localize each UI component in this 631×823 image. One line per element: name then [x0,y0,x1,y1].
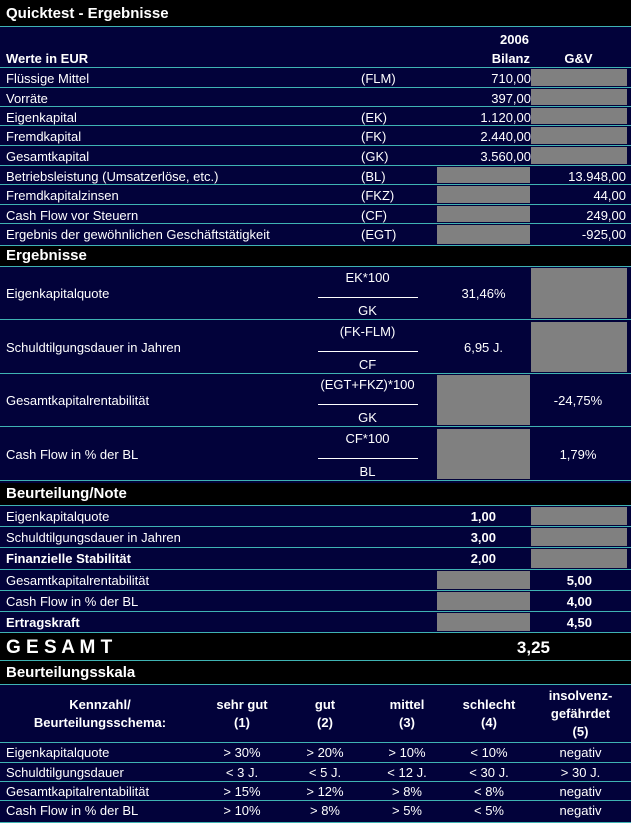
werte-row-name: Cash Flow vor Steuern [6,208,139,223]
werte-row-abbr: (FLM) [361,71,396,86]
beurteilung-row-name: Ertragskraft [6,615,80,630]
skala-row-value: > 5% [392,803,422,818]
werte-row-name: Gesamtkapital [6,149,90,164]
skala-header [0,661,631,685]
ergebnisse-row [0,428,631,481]
skala-head-l1: mittel [389,697,425,712]
ergebnisse-row-guv: 1,79% [559,447,597,462]
skala-row-value: > 8% [310,803,340,818]
skala-row [0,743,631,763]
bilanz-empty-cell [437,592,530,610]
skala-row [0,763,631,782]
skala-head-l1: insolvenz- [548,688,613,703]
ergebnisse-row [0,321,631,374]
beurteilung-header [0,483,631,506]
skala-row-value: < 3 J. [225,765,259,780]
beurteilung-row-bilanz: 2,00 [470,551,496,566]
werte-row [0,205,631,224]
gesamt-label: G E S A M T [6,637,113,658]
werte-row [0,88,631,107]
beurteilung-row-guv: 5,00 [566,573,592,588]
beurteilung-row [0,506,631,527]
skala-row-value: > 30% [223,745,261,760]
skala-row-value: < 5% [474,803,504,818]
werte-label: Werte in EUR [6,51,89,66]
werte-row [0,166,631,185]
ergebnisse-row-bilanz: 31,46% [461,286,506,301]
skala-row-value: < 12 J. [387,765,427,780]
guv-empty-cell [531,268,627,318]
werte-row-name: Fremdkapitalzinsen [6,188,119,203]
skala-head-row [0,685,631,743]
skala-head-col0-l2: Beurteilungsschema: [33,715,167,730]
bilanz-empty-cell [437,375,530,425]
werte-row-bilanz: 397,00 [491,91,531,106]
skala-row-value: > 8% [392,784,422,799]
guv-empty-cell [531,69,627,86]
formula-numerator: EK*100 [345,270,390,285]
beurteilung-row-name: Cash Flow in % der BL [6,594,139,609]
werte-row-bilanz: 2.440,00 [480,129,531,144]
werte-row-guv: 44,00 [593,188,626,203]
beurteilung-row [0,591,631,612]
skala-head-l1: schlecht [462,697,516,712]
formula-divider [318,297,418,298]
beurteilung-row [0,612,631,633]
ergebnisse-row-name: Gesamtkapitalrentabilität [6,393,150,408]
guv-empty-cell [531,322,627,372]
ergebnisse-row [0,374,631,427]
ergebnisse-row-bilanz: 6,95 J. [463,340,504,355]
skala-head-l2: (3) [399,715,415,730]
skala-row [0,782,631,801]
skala-row-name: Gesamtkapitalrentabilität [6,784,150,799]
skala-head-l2: gefährdet [550,706,611,721]
skala-head-l2: (4) [481,715,497,730]
skala-head-l1: sehr gut [216,697,268,712]
beurteilung-row-name: Gesamtkapitalrentabilität [6,573,150,588]
formula-divider [318,351,418,352]
ergebnisse-row-guv: -24,75% [553,393,603,408]
beurteilung-row-bilanz: 1,00 [470,509,496,524]
ergebnisse-header [0,246,631,267]
guv-empty-cell [531,89,627,105]
werte-row-name: Fremdkapital [6,129,82,144]
ergebnisse-row [0,267,631,320]
title-bar [0,0,631,27]
skala-row-name: Cash Flow in % der BL [6,803,139,818]
guv-empty-cell [531,507,627,525]
formula-numerator: (FK-FLM) [339,324,396,339]
beurteilung-row-name: Eigenkapitalquote [6,509,110,524]
skala-title: Beurteilungsskala [6,664,136,681]
werte-row-abbr: (EGT) [361,227,397,242]
beurteilung-title: Beurteilung/Note [6,485,127,502]
skala-row-value: negativ [559,784,602,799]
ergebnisse-row-name: Cash Flow in % der BL [6,447,139,462]
beurteilung-row-name: Finanzielle Stabilität [6,551,131,566]
werte-row-bilanz: 710,00 [491,71,531,86]
beurteilung-row-guv: 4,00 [566,594,592,609]
bilanz-empty-cell [437,186,530,203]
col-bilanz-header: Bilanz [491,51,530,66]
skala-head-l1: gut [314,697,336,712]
guv-empty-cell [531,528,627,546]
formula-denominator: CF [358,357,377,372]
beurteilung-row-guv: 4,50 [566,615,592,630]
beurteilung-row [0,527,631,548]
gesamt-value: 3,25 [516,638,550,657]
skala-row [0,801,631,823]
beurteilung-row [0,548,631,570]
beurteilung-row [0,570,631,591]
skala-row-value: < 8% [474,784,504,799]
ergebnisse-title: Ergebnisse [6,247,87,264]
werte-row [0,107,631,126]
werte-row-abbr: (FK) [361,129,387,144]
skala-head-l2: (2) [317,715,333,730]
bilanz-empty-cell [437,571,530,589]
werte-row-name: Vorräte [6,91,48,106]
werte-row-bilanz: 3.560,00 [480,149,531,164]
bilanz-empty-cell [437,429,530,479]
formula-divider [318,404,418,405]
skala-head-l2: (1) [234,715,250,730]
werte-row-abbr: (CF) [361,208,387,223]
formula-denominator: GK [358,410,377,425]
werte-row-name: Ergebnis der gewöhnlichen Geschäftstätigkeit [6,227,270,242]
bilanz-empty-cell [437,206,530,222]
guv-empty-cell [531,127,627,144]
skala-row-value: < 10% [470,745,508,760]
bilanz-empty-cell [437,225,530,244]
ergebnisse-row-name: Eigenkapitalquote [6,286,110,301]
formula-denominator: BL [359,464,376,479]
year-label: 2006 [500,32,529,47]
formula-numerator: CF*100 [345,431,390,446]
werte-header [0,27,631,68]
formula-denominator: GK [358,303,377,318]
werte-row-name: Flüssige Mittel [6,71,90,86]
skala-row-value: negativ [559,745,602,760]
beurteilung-row-name: Schuldtilgungsdauer in Jahren [6,530,181,545]
col-guv-header: G&V [564,51,593,66]
skala-row-value: > 15% [223,784,261,799]
werte-row-name: Eigenkapital [6,110,77,125]
werte-row [0,146,631,166]
werte-row-abbr: (FKZ) [361,188,395,203]
skala-row-value: > 12% [306,784,344,799]
werte-row-abbr: (BL) [361,169,386,184]
skala-row-value: > 10% [223,803,261,818]
skala-head-l3: (5) [572,724,589,739]
werte-row-abbr: (EK) [361,110,387,125]
bilanz-empty-cell [437,613,530,631]
skala-row-value: < 5 J. [308,765,342,780]
skala-head-col0-l1: Kennzahl/ [69,697,131,712]
beurteilung-row-bilanz: 3,00 [470,530,496,545]
skala-row-value: > 20% [306,745,344,760]
guv-empty-cell [531,549,627,568]
skala-row-value: > 30 J. [560,765,601,780]
ergebnisse-row-name: Schuldtilgungsdauer in Jahren [6,340,181,355]
skala-row-name: Schuldtilgungsdauer [6,765,124,780]
werte-row-name: Betriebsleistung (Umsatzerlöse, etc.) [6,169,219,184]
werte-row-guv: -925,00 [581,227,626,242]
formula-divider [318,458,418,459]
bilanz-empty-cell [437,167,530,183]
werte-row-bilanz: 1.120,00 [480,110,531,125]
page-title: Quicktest - Ergebnisse [6,5,169,22]
werte-row-abbr: (GK) [361,149,389,164]
guv-empty-cell [531,108,627,124]
skala-row-value: negativ [559,803,602,818]
werte-row-guv: 13.948,00 [568,169,626,184]
skala-row-name: Eigenkapitalquote [6,745,110,760]
guv-empty-cell [531,147,627,164]
formula-numerator: (EGT+FKZ)*100 [320,377,415,392]
skala-row-value: > 10% [388,745,426,760]
gesamt-row [0,633,631,661]
werte-row [0,185,631,205]
werte-row [0,68,631,88]
werte-row [0,224,631,246]
werte-row [0,126,631,146]
werte-row-guv: 249,00 [586,208,626,223]
skala-row-value: < 30 J. [469,765,509,780]
